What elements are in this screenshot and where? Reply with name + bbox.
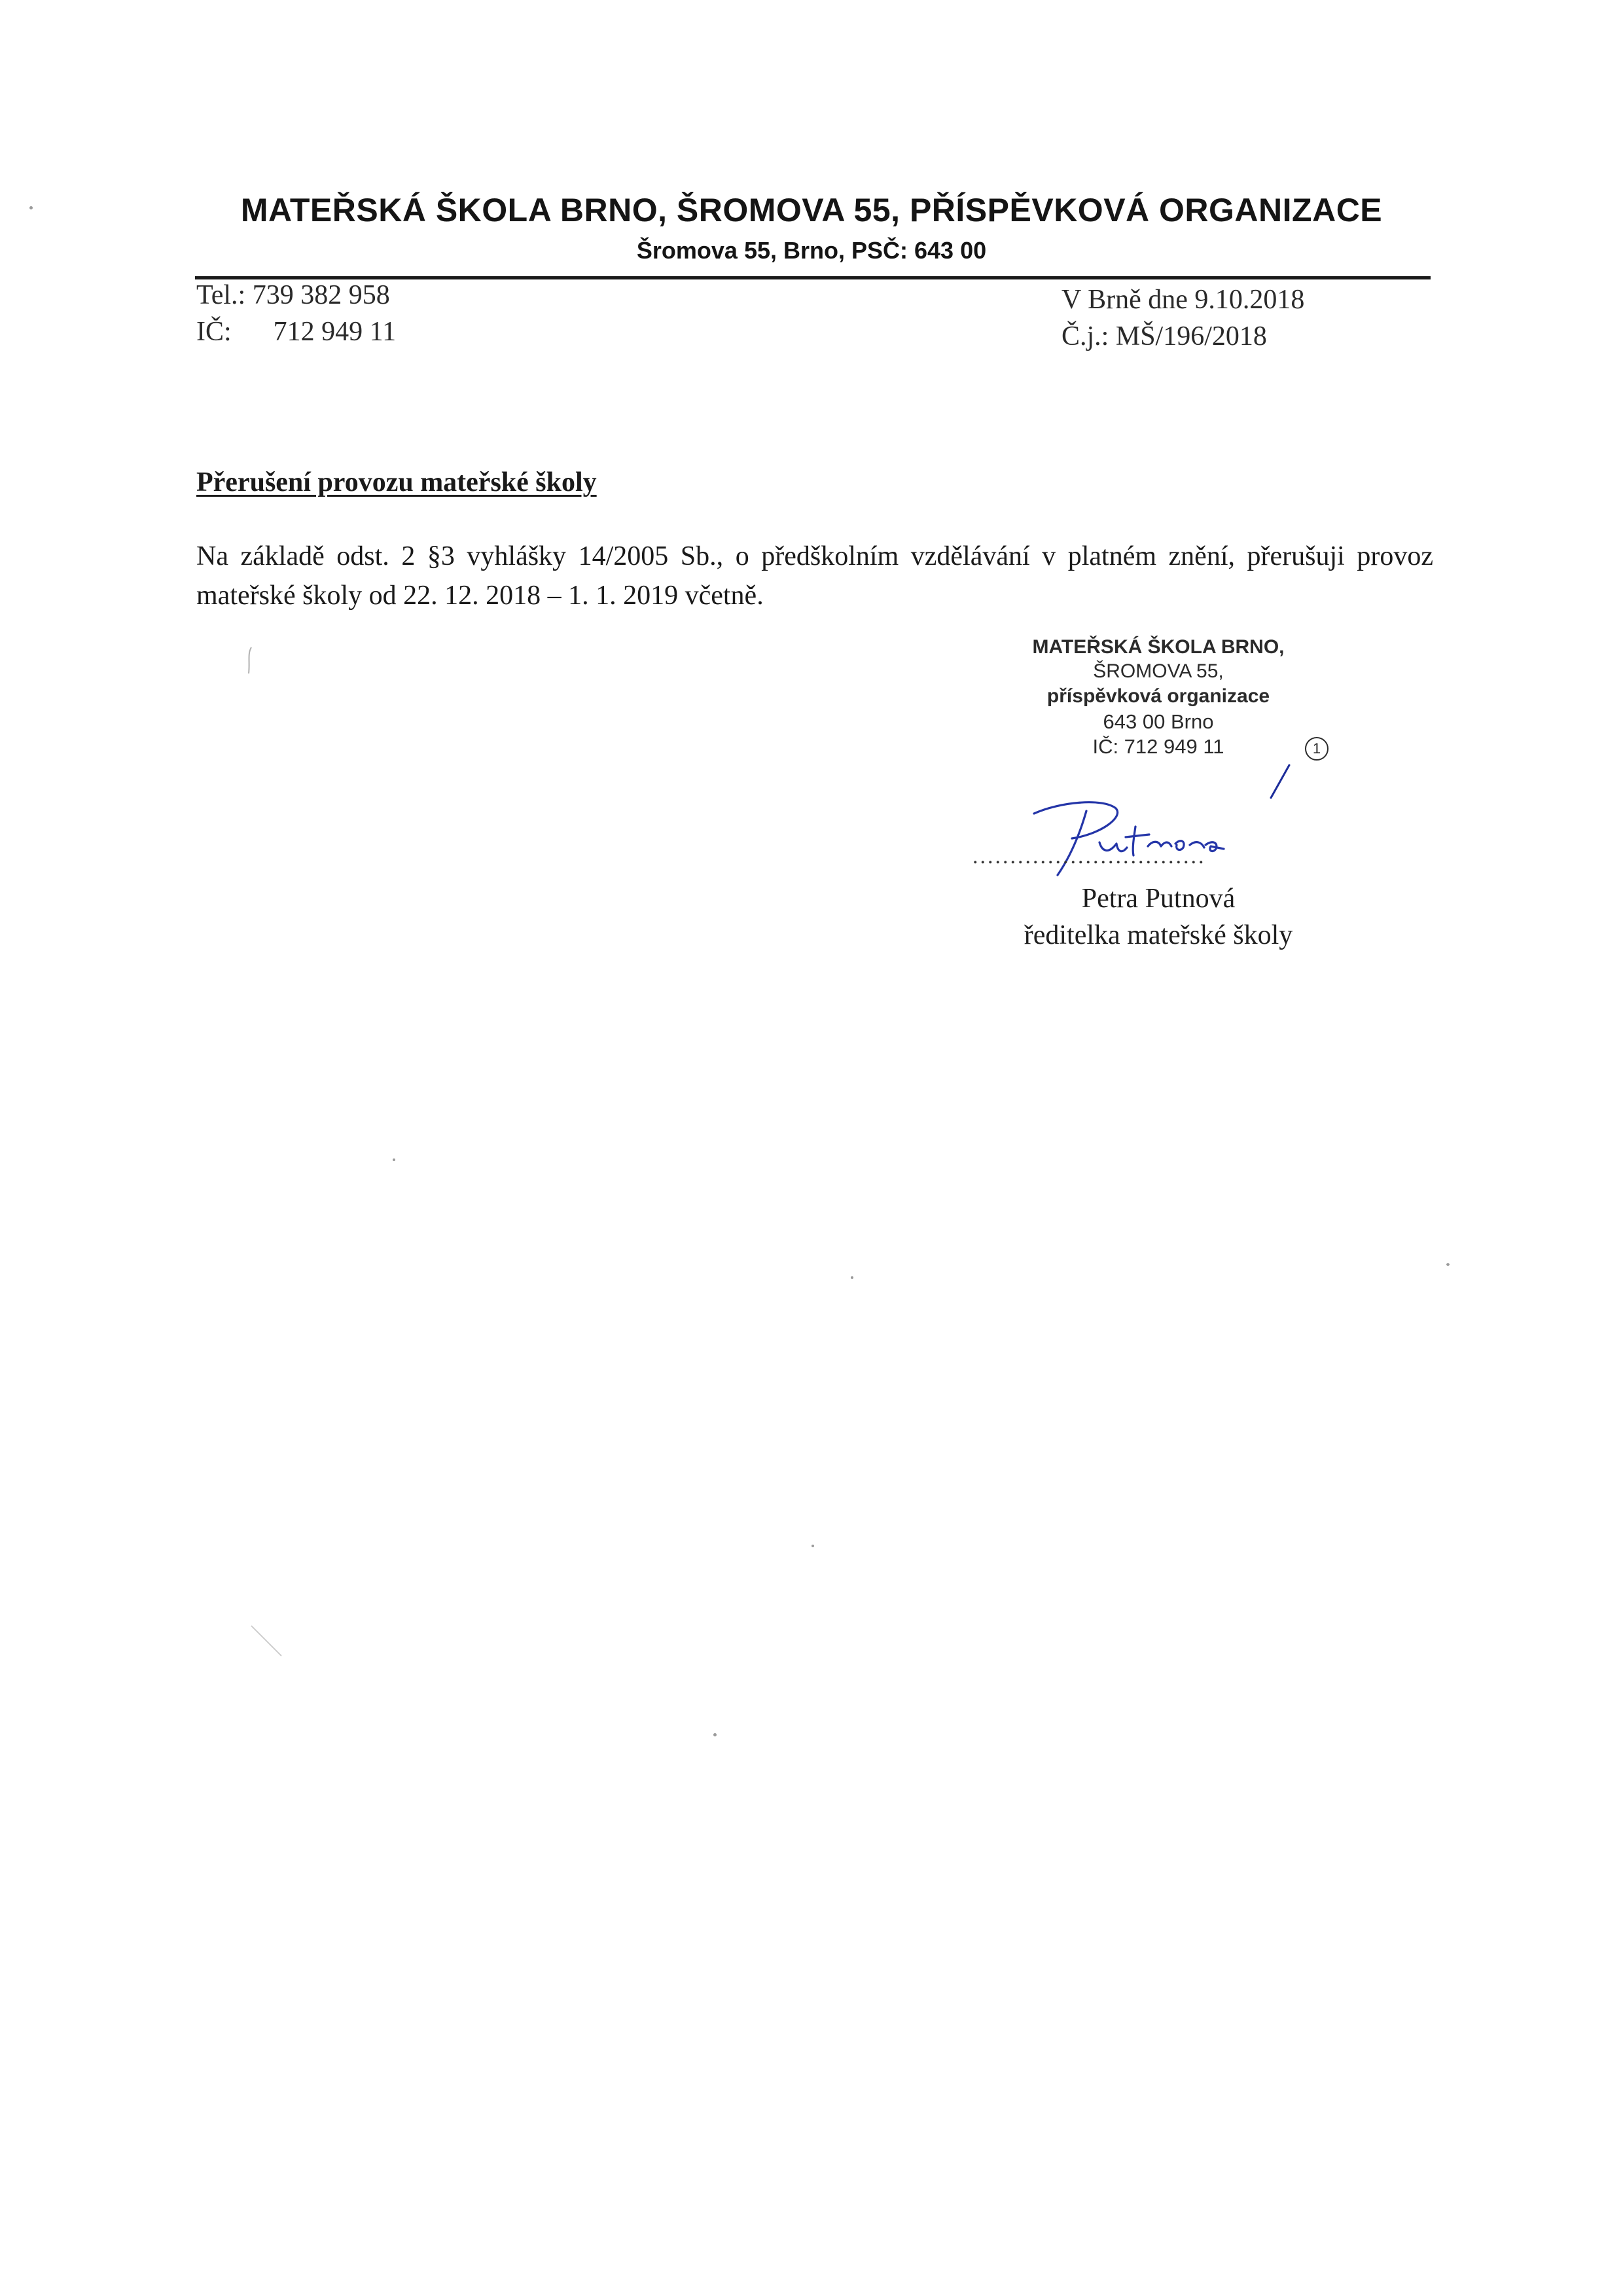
scan-mark	[249, 1623, 288, 1662]
school-address: Šromova 55, Brno, PSČ: 643 00	[636, 237, 987, 264]
school-stamp	[982, 635, 1335, 759]
document-body: Na základě odst. 2 §3 vyhlášky 14/2005 Sb., o předškolním vzdělávání v platném znění, přerušuji provoz mateřské školy od 22. 12. 2018 – 1. 1. 2019 včetně.	[196, 541, 1433, 611]
stamp-line-2: ŠROMOVA 55,	[1093, 660, 1224, 682]
stamp-line-1: MATEŘSKÁ ŠKOLA BRNO,	[1032, 636, 1285, 658]
scan-speck	[1446, 1263, 1450, 1266]
document-title: Přerušení provozu mateřské školy	[196, 467, 597, 497]
ic-line	[196, 316, 396, 348]
stamp-number-badge: 1	[1305, 737, 1329, 761]
document-date: V Brně dne 9.10.2018	[1061, 285, 1305, 315]
scan-mark	[242, 645, 262, 677]
scan-speck	[713, 1733, 717, 1736]
ic-label: IČ:	[196, 317, 232, 347]
ic-number: 712 949 11	[273, 317, 397, 347]
phone-line	[196, 279, 390, 311]
phone-number: 739 382 958	[252, 280, 390, 310]
signer-block	[903, 880, 1414, 954]
scan-speck	[29, 206, 33, 209]
phone-label: Tel.:	[196, 280, 246, 310]
scan-speck	[393, 1158, 395, 1161]
reference-number: Č.j.: MŠ/196/2018	[1061, 321, 1267, 351]
signer-name: Petra Putnová	[1081, 884, 1236, 914]
school-name: MATEŘSKÁ ŠKOLA BRNO, ŠROMOVA 55, PŘÍSPĚVKOVÁ ORGANIZACE	[240, 192, 1383, 228]
stamp-line-3: příspěvková organizace	[1046, 685, 1270, 707]
scan-speck	[851, 1276, 853, 1279]
signature-line: ...............................	[972, 844, 1206, 869]
stamp-line-5: IČ: 712 949 11	[1092, 735, 1224, 758]
scan-speck	[812, 1545, 814, 1547]
signer-position: ředitelka mateřské školy	[1024, 920, 1293, 950]
stamp-slash-mark	[1263, 762, 1296, 802]
stamp-line-4: 643 00 Brno	[1103, 710, 1214, 733]
